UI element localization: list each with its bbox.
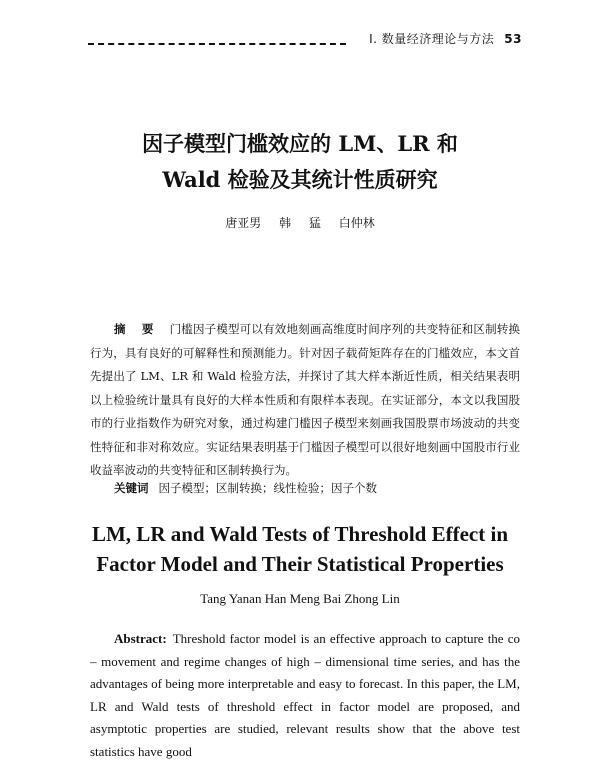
header-section-title: I. 数量经济理论与方法	[369, 32, 495, 46]
chinese-title-line-2: Wald 检验及其统计性质研究	[162, 167, 438, 192]
chinese-abstract-label: 摘 要	[114, 322, 160, 336]
header-rule	[88, 43, 346, 45]
english-title	[0, 519, 600, 579]
chinese-keywords-label: 关键词	[114, 481, 149, 495]
chinese-title	[0, 126, 600, 198]
english-authors: Tang Yanan Han Meng Bai Zhong Lin	[200, 591, 400, 606]
english-title-line-1: LM, LR and Wald Tests of Threshold Effect in	[91, 522, 508, 546]
english-title-line-2: Factor Model and Their Statistical Properties	[96, 552, 504, 576]
running-header	[88, 30, 522, 50]
header-text	[369, 30, 522, 47]
header-page-number: 53	[504, 32, 522, 46]
english-abstract-label: Abstract:	[114, 631, 167, 646]
chinese-authors: 唐亚男 韩 猛 白仲林	[225, 216, 375, 230]
english-abstract	[90, 628, 520, 763]
chinese-title-line-1: 因子模型门槛效应的 LM、LR 和	[142, 131, 458, 156]
english-abstract-text: Threshold factor model is an effective approach to capture the co – movement and regime changes of high – dimensional time series, and has the advantages of being more interpretable and easy to forecast. In this paper, the LM, LR and Wald tests of threshold effect in factor model are proposed, and asymptotic properties are studied, relevant results show that the above test statistics have good	[90, 631, 520, 759]
chinese-abstract	[90, 318, 520, 483]
chinese-keywords	[114, 480, 534, 496]
chinese-keywords-text: 因子模型；区制转换；线性检验；因子个数	[158, 481, 377, 495]
chinese-abstract-text: 门槛因子模型可以有效地刻画高维度时间序列的共变特征和区制转换行为，具有良好的可解释性和预测能力。针对因子载荷矩阵存在的门槛效应，本文首先提出了 LM、LR 和 Wald 检验方法，并探讨了其大样本渐近性质，相关结果表明以上检验统计量具有良好的大样本性质和有限样本表现。在实证部分，本文以我国股市的行业指数作为研究对象，通过构建门槛因子模型来刻画我国股票市场波动的共变性特征和非对称效应。实证结果表明基于门槛因子模型可以很好地刻画中国股市行业收益率波动的共变特征和区制转换行为。	[90, 322, 520, 477]
